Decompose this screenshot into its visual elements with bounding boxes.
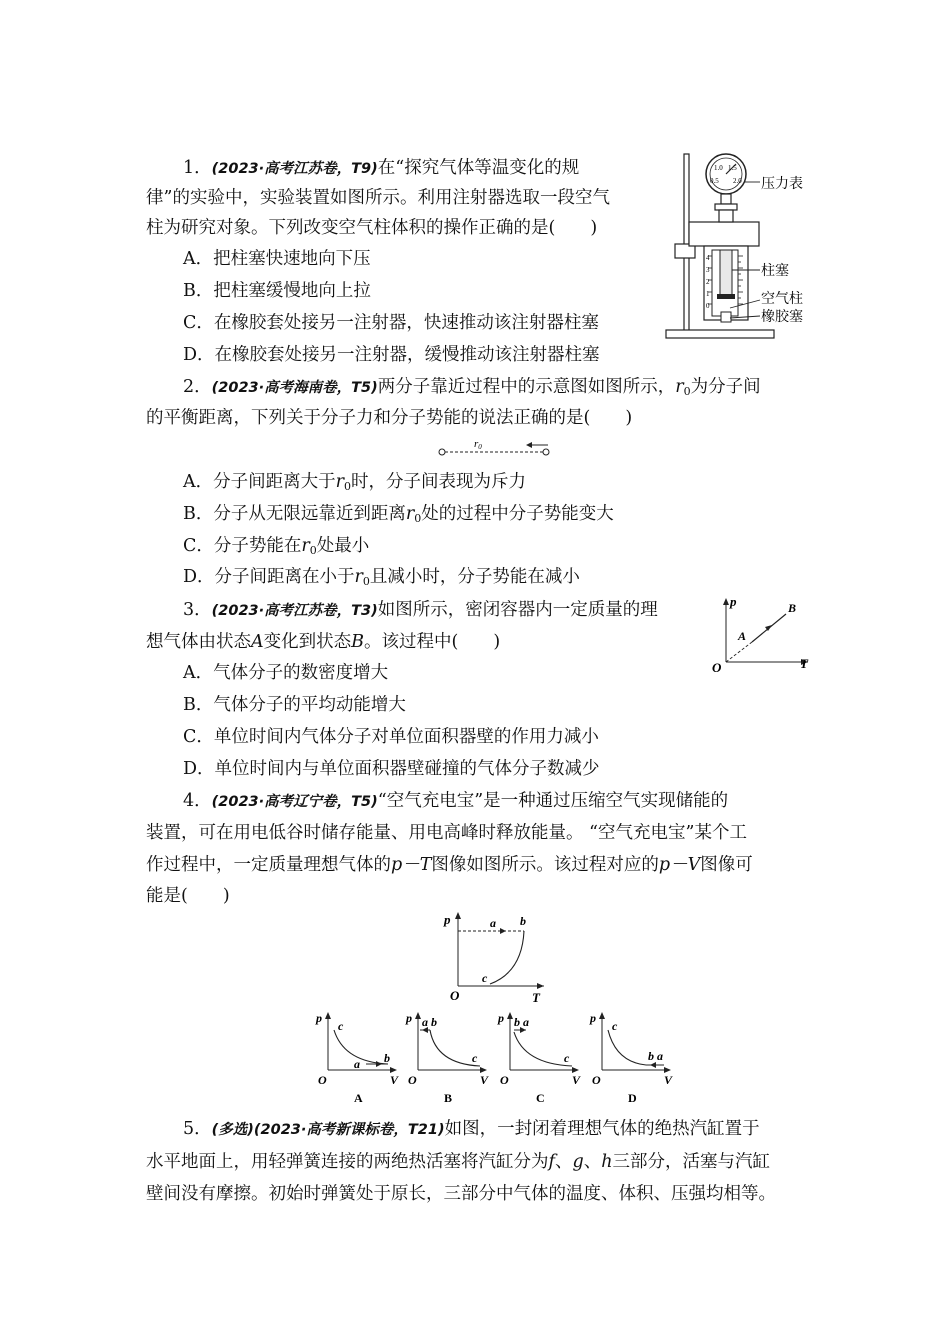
q2-source: (2023·高考海南卷，T5) (211, 380, 378, 396)
qb-O: O (408, 1073, 417, 1087)
label-plunger: 柱塞 (761, 264, 789, 279)
qd-V: V (664, 1073, 673, 1087)
q1-option-a: A．把柱塞快速地向下压 (183, 249, 371, 269)
qc-c: c (564, 1051, 570, 1065)
qa-a: a (354, 1057, 360, 1071)
qc-ba: b a (514, 1015, 529, 1029)
qd-p: p (590, 1011, 596, 1025)
q3-point-B: B (788, 601, 797, 615)
qa-b: b (384, 1051, 390, 1065)
q4-axis-T: T (532, 990, 540, 1005)
q1-option-c: C．在橡胶套处接另一注射器，快速推动该注射器柱塞 (183, 313, 599, 333)
q1-line2: 律”的实验中，实验装置如图所示。利用注射器选取一段空气 (146, 188, 610, 208)
qc-O: O (500, 1073, 509, 1087)
q2-molecule-diagram (436, 436, 556, 462)
qa-c: c (338, 1019, 344, 1033)
qa-p: p (316, 1011, 322, 1025)
q1-line3: 柱为研究对象。下列改变空气柱体积的操作正确的是( ) (146, 218, 598, 238)
qc-label: C (536, 1091, 545, 1105)
q4-choice-c-graph (494, 1010, 586, 1106)
qa-label: A (354, 1091, 363, 1105)
q3-source: (2023·高考江苏卷，T3) (211, 603, 378, 619)
qd-ba: b a (648, 1049, 663, 1063)
q1-option-d: D．在橡胶套处接另一注射器，缓慢推动该注射器柱塞 (183, 345, 600, 365)
q2-line2: 的平衡距离，下列关于分子力和分子势能的说法正确的是( ) (146, 408, 633, 428)
q3-axis-p: p (730, 594, 737, 609)
q4-axis-p: p (444, 912, 451, 927)
scale-tick-3: 3 (706, 266, 710, 274)
q3-origin: O (712, 660, 722, 675)
q3-point-A: A (738, 629, 747, 643)
qd-O: O (592, 1073, 601, 1087)
q4-choice-a-graph (312, 1010, 404, 1106)
q4-line2: 装置，可在用电低谷时储存能量、用电高峰时释放能量。 “空气充电宝”某个工 (146, 823, 747, 843)
q3-option-a: A．气体分子的数密度增大 (183, 663, 389, 683)
q2-line1: 2．(2023·高考海南卷，T5)两分子靠近过程中的示意图如图所示，$r_0$为分子间 (183, 377, 761, 398)
qa-V: V (390, 1073, 399, 1087)
q5-line1: 5．(多选)(2023·高考新课标卷，T21)如图，一封闭着理想气体的绝热汽缸置于 (183, 1119, 760, 1139)
q4-pT-graph (440, 910, 550, 1005)
scale-tick-1: 1 (706, 290, 710, 298)
qb-c: c (472, 1051, 478, 1065)
q4-line1: 4．(2023·高考辽宁卷，T5)“空气充电宝”是一种通过压缩空气实现储能的 (183, 791, 729, 811)
q1-apparatus-figure (662, 150, 812, 345)
q4-point-a: a (490, 916, 496, 930)
gauge-tick-2: 1.5 (728, 164, 737, 172)
q2-option-c: C．分子势能在$r_0$处最小 (183, 536, 370, 557)
label-rubber: 橡胶塞 (761, 310, 803, 325)
label-air-column: 空气柱 (761, 292, 803, 307)
scale-tick-4: 4 (706, 254, 710, 262)
q5-tag: (多选) (211, 1122, 254, 1138)
q4-line3: 作过程中，一定质量理想气体的p－T图像如图所示。该过程对应的p－V图像可 (146, 855, 753, 875)
scale-tick-2: 2 (706, 278, 710, 286)
q3-line2: 想气体由状态A变化到状态B。该过程中( ) (146, 632, 501, 652)
q4-choice-d-graph (586, 1010, 678, 1106)
gauge-tick-0: 0.5 (710, 177, 719, 185)
q4-line4: 能是( ) (146, 886, 230, 906)
q4-origin: O (450, 988, 460, 1003)
q4-choice-b-graph (402, 1010, 494, 1106)
q3-pT-graph (708, 594, 813, 676)
scale-tick-0: 0 (706, 302, 710, 310)
q4-point-c: c (482, 971, 488, 985)
q2-option-b: B．分子从无限远靠近到距离$r_0$处的过程中分子势能变大 (183, 504, 614, 525)
qd-c: c (612, 1019, 618, 1033)
q3-axis-T: T (800, 656, 808, 671)
q3-option-b: B．气体分子的平均动能增大 (183, 695, 406, 715)
q2-option-d: D．分子间距离在小于$r_0$且减小时，分子势能在减小 (183, 567, 580, 588)
q4-point-b: b (520, 914, 526, 928)
q1-source: (2023·高考江苏卷，T9) (211, 161, 378, 177)
gauge-tick-3: 2.0 (733, 177, 742, 185)
qb-ab: a b (422, 1015, 437, 1029)
q2-r0-label: r0 (474, 438, 482, 451)
q5-source: (2023·高考新课标卷，T21) (253, 1122, 445, 1138)
qb-label: B (444, 1091, 453, 1105)
q5-line2: 水平地面上，用轻弹簧连接的两绝热活塞将汽缸分为f、g、h三部分，活塞与汽缸 (146, 1152, 770, 1172)
label-gauge: 压力表 (761, 177, 803, 192)
q3-option-d: D．单位时间内与单位面积器壁碰撞的气体分子数减少 (183, 759, 600, 779)
qc-p: p (498, 1011, 504, 1025)
q1-line1: 1．(2023·高考江苏卷，T9)在“探究气体等温变化的规 (183, 158, 580, 178)
gauge-tick-1: 1.0 (714, 164, 723, 172)
q3-option-c: C．单位时间内气体分子对单位面积器壁的作用力减小 (183, 727, 599, 747)
q3-line1: 3．(2023·高考江苏卷，T3)如图所示，密闭容器内一定质量的理 (183, 600, 658, 620)
q5-line3: 壁间没有摩擦。初始时弹簧处于原长，三部分中气体的温度、体积、压强均相等。 (146, 1184, 776, 1204)
qb-V: V (480, 1073, 489, 1087)
q1-option-b: B．把柱塞缓慢地向上拉 (183, 281, 371, 301)
qd-label: D (628, 1091, 637, 1105)
qa-O: O (318, 1073, 327, 1087)
qb-p: p (406, 1011, 412, 1025)
q4-source: (2023·高考辽宁卷，T5) (211, 794, 378, 810)
q2-option-a: A．分子间距离大于$r_0$时，分子间表现为斥力 (183, 472, 527, 493)
qc-V: V (572, 1073, 581, 1087)
